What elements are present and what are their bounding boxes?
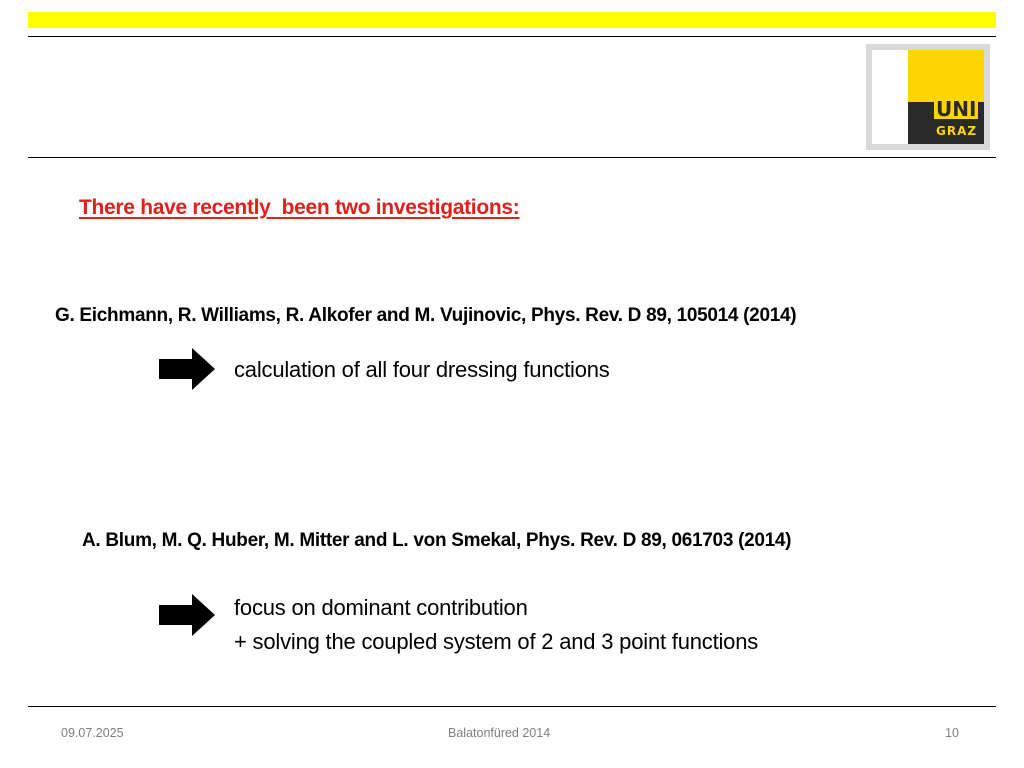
logo-text-graz: GRAZ xyxy=(936,124,978,138)
right-arrow-icon xyxy=(159,348,215,390)
slide-heading: There have recently been two investigations: xyxy=(79,196,520,219)
reference-2-point-1: focus on dominant contribution xyxy=(234,595,528,620)
footer-rule xyxy=(28,706,996,707)
reference-1-point-1: calculation of all four dressing functions xyxy=(234,357,610,382)
header-accent-bar xyxy=(28,12,996,28)
header-bottom-rule xyxy=(28,157,996,158)
uni-graz-logo xyxy=(866,44,990,150)
right-arrow-icon xyxy=(159,594,215,636)
reference-2-point-2: + solving the coupled system of 2 and 3 point functions xyxy=(234,629,759,654)
header-top-rule xyxy=(28,36,996,37)
footer-event-name: Balatonfüred 2014 xyxy=(448,726,551,740)
logo-text-uni: UNI xyxy=(936,97,977,121)
footer-date: 09.07.2025 xyxy=(61,726,124,740)
footer-page-number: 10 xyxy=(945,726,959,740)
reference-citation-2: A. Blum, M. Q. Huber, M. Mitter and L. von Smekal, Phys. Rev. D 89, 061703 (2014) xyxy=(82,530,792,551)
reference-citation-1: G. Eichmann, R. Williams, R. Alkofer and M. Vujinovic, Phys. Rev. D 89, 105014 (2014) xyxy=(55,305,797,326)
